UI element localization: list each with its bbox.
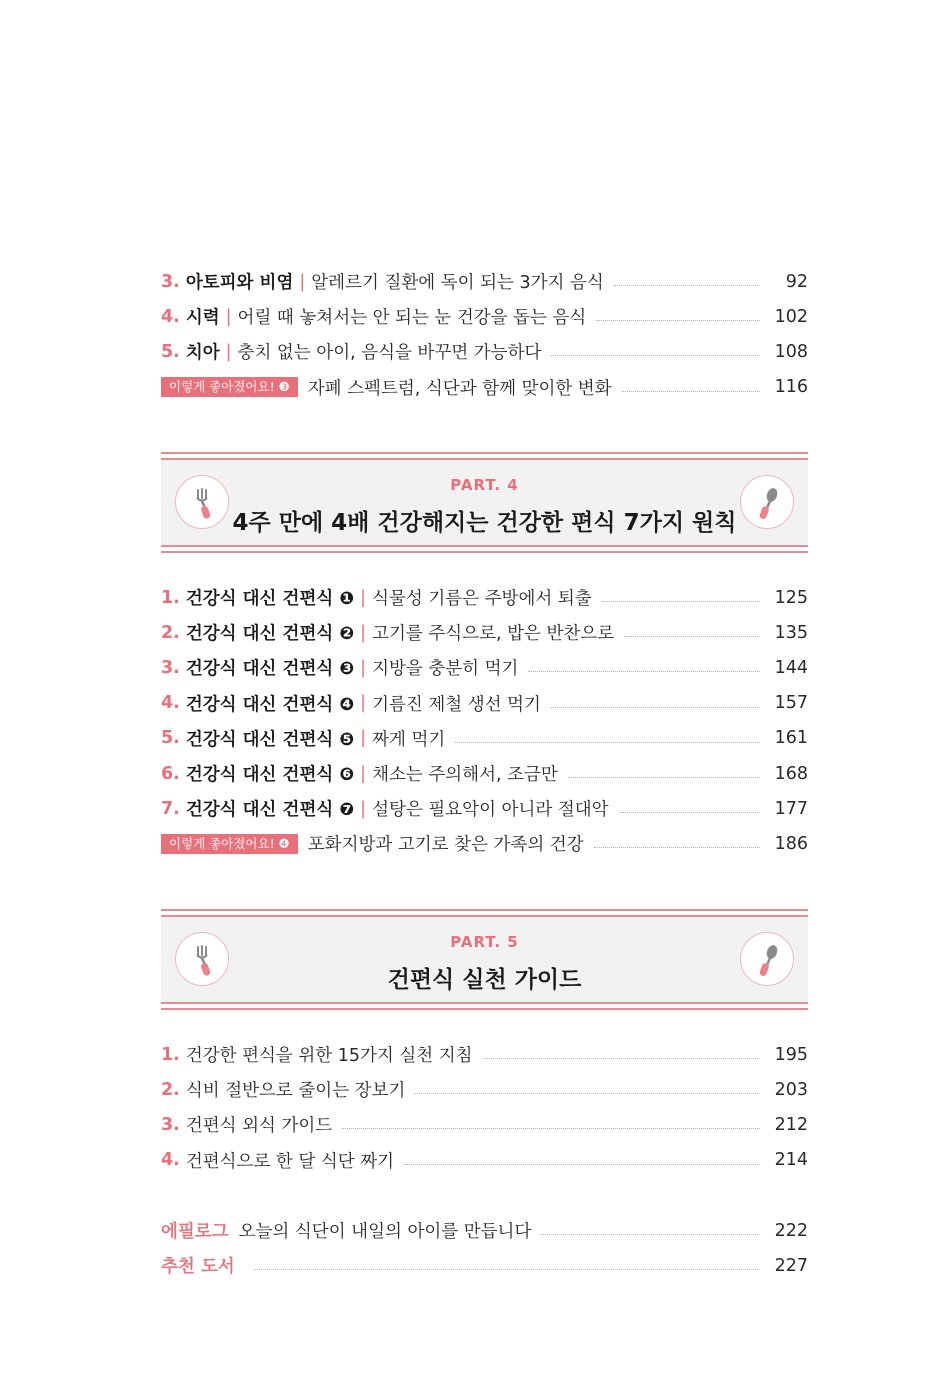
toc-entry-case-study[interactable]	[161, 370, 808, 405]
entry-number: 3.	[161, 657, 180, 678]
entry-subtitle: 기름진 제철 생선 먹기	[372, 694, 541, 715]
entry-subtitle: 어릴 때 놓쳐서는 안 되는 눈 건강을 돕는 음식	[237, 308, 587, 329]
entry-page: 227	[774, 1255, 808, 1276]
toc-entry[interactable]	[161, 1107, 808, 1142]
entry-page: 157	[774, 693, 808, 714]
toc-entry[interactable]	[161, 334, 808, 369]
part-header	[161, 909, 808, 1010]
entry-subtitle: 자폐 스펙트럼, 식단과 함께 맞이한 변화	[307, 378, 612, 399]
entry-subtitle: 포화지방과 고기로 찾은 가족의 건강	[307, 835, 584, 856]
entry-separator: |	[360, 693, 367, 714]
entry-number: 2.	[161, 1079, 180, 1100]
entry-page: 92	[785, 271, 808, 292]
entry-number: 3.	[161, 271, 180, 292]
entry-title: 건강식 대신 건편식 ❸	[185, 659, 355, 680]
entry-number: 5.	[161, 728, 180, 749]
toc-entry[interactable]	[161, 1037, 808, 1072]
entry-page: 203	[774, 1079, 808, 1100]
dot-leader	[551, 707, 760, 708]
entry-subtitle: 식물성 기름은 주방에서 퇴출	[372, 589, 592, 610]
entry-separator: |	[360, 657, 367, 678]
toc-entry[interactable]	[161, 791, 808, 826]
divider	[161, 545, 808, 553]
toc-entry[interactable]	[161, 1072, 808, 1107]
entry-subtitle: 설탕은 필요악이 아니라 절대악	[372, 800, 609, 821]
part-label: PART. 5	[450, 933, 519, 951]
entry-separator: |	[360, 728, 367, 749]
toc-entry[interactable]	[161, 299, 808, 334]
entry-title: 아토피와 비염	[185, 273, 294, 294]
entry-title: 치아	[185, 343, 220, 364]
entry-subtitle: 충치 없는 아이, 음식을 바꾸면 가능하다	[237, 343, 542, 364]
divider	[161, 1002, 808, 1010]
entry-title: 건강식 대신 건편식 ❶	[185, 589, 355, 610]
part-title: 건편식 실천 가이드	[387, 967, 582, 993]
toc-entry-references[interactable]	[161, 1248, 808, 1283]
dot-leader	[528, 671, 760, 672]
entry-number: 4.	[161, 693, 180, 714]
dot-leader	[483, 1058, 760, 1059]
entry-number: 2.	[161, 622, 180, 643]
part-label: PART. 4	[450, 476, 519, 494]
dot-leader	[622, 391, 760, 392]
dot-leader	[624, 636, 760, 637]
toc-entry-epilogue[interactable]	[161, 1213, 808, 1248]
entry-separator: |	[360, 622, 367, 643]
dot-leader	[551, 355, 760, 356]
entry-subtitle: 짜게 먹기	[372, 729, 446, 750]
entry-title: 건강식 대신 건편식 ❻	[185, 765, 355, 786]
entry-subtitle: 고기를 주식으로, 밥은 반찬으로	[372, 624, 615, 645]
divider	[161, 909, 808, 917]
toc-entry[interactable]	[161, 686, 808, 721]
dot-leader	[596, 320, 760, 321]
toc-entry[interactable]	[161, 756, 808, 791]
dot-leader	[255, 1269, 760, 1270]
entry-subtitle: 식비 절반으로 줄이는 장보기	[185, 1081, 406, 1102]
entry-page: 177	[774, 798, 808, 819]
entry-separator: |	[225, 341, 232, 362]
entry-title: 건강식 대신 건편식 ❺	[185, 729, 355, 750]
entry-page: 116	[774, 377, 808, 398]
toc-entry[interactable]	[161, 650, 808, 685]
toc-entry[interactable]	[161, 264, 808, 299]
entry-number: 4.	[161, 306, 180, 327]
divider	[161, 452, 808, 460]
toc-section-end	[161, 1213, 808, 1283]
entry-title: 건강식 대신 건편식 ❹	[185, 694, 355, 715]
entry-title: 시력	[185, 308, 220, 329]
entry-page: 125	[774, 587, 808, 608]
entry-number: 7.	[161, 798, 180, 819]
entry-page: 144	[774, 657, 808, 678]
part-title: 4주 만에 4배 건강해지는 건강한 편식 7가지 원칙	[232, 510, 737, 536]
entry-separator: |	[360, 798, 367, 819]
dot-leader	[342, 1128, 760, 1129]
entry-subtitle: 건강한 편식을 위한 15가지 실천 지침	[185, 1046, 473, 1067]
entry-subtitle: 건편식 외식 가이드	[185, 1116, 333, 1137]
entry-page: 102	[774, 306, 808, 327]
entry-number: 3.	[161, 1114, 180, 1135]
toc-section-part5	[161, 1037, 808, 1178]
entry-page: 212	[774, 1114, 808, 1135]
entry-page: 195	[774, 1044, 808, 1065]
entry-separator: |	[360, 587, 367, 608]
dot-leader	[614, 285, 760, 286]
entry-subtitle: 채소는 주의해서, 조금만	[372, 765, 558, 786]
entry-number: 1.	[161, 587, 180, 608]
entry-subtitle: 지방을 충분히 먹기	[372, 659, 519, 680]
case-study-badge: 이렇게 좋아졌어요! ❹	[161, 834, 298, 854]
case-study-badge: 이렇게 좋아졌어요! ❸	[161, 377, 298, 397]
part-header	[161, 452, 808, 553]
dot-leader	[541, 1234, 760, 1235]
entry-page: 214	[774, 1150, 808, 1171]
entry-page: 186	[774, 833, 808, 854]
epilogue-label: 에필로그	[161, 1222, 229, 1243]
entry-number: 4.	[161, 1150, 180, 1171]
entry-separator: |	[299, 271, 306, 292]
toc-entry[interactable]	[161, 1143, 808, 1178]
entry-separator: |	[360, 763, 367, 784]
entry-page: 222	[774, 1220, 808, 1241]
toc-entry[interactable]	[161, 580, 808, 615]
dot-leader	[594, 847, 760, 848]
toc-section-top	[161, 264, 808, 405]
dot-leader	[619, 812, 760, 813]
entry-page: 161	[774, 728, 808, 749]
dot-leader	[602, 601, 760, 602]
dot-leader	[415, 1093, 760, 1094]
references-label: 추천 도서	[161, 1257, 235, 1278]
entry-page: 135	[774, 622, 808, 643]
entry-number: 5.	[161, 341, 180, 362]
toc-entry-case-study[interactable]	[161, 826, 808, 861]
entry-subtitle: 건편식으로 한 달 식단 짜기	[185, 1151, 395, 1172]
dot-leader	[568, 777, 760, 778]
dot-leader	[404, 1164, 760, 1165]
toc-entry[interactable]	[161, 721, 808, 756]
entry-subtitle: 오늘의 식단이 내일의 아이를 만듭니다	[238, 1222, 532, 1243]
entry-page: 108	[774, 341, 808, 362]
toc-section-part4	[161, 580, 808, 862]
entry-number: 6.	[161, 763, 180, 784]
entry-separator: |	[225, 306, 232, 327]
entry-title: 건강식 대신 건편식 ❷	[185, 624, 355, 645]
entry-number: 1.	[161, 1044, 180, 1065]
entry-subtitle: 알레르기 질환에 독이 되는 3가지 음식	[311, 273, 604, 294]
entry-title: 건강식 대신 건편식 ❼	[185, 800, 355, 821]
toc-entry[interactable]	[161, 615, 808, 650]
entry-page: 168	[774, 763, 808, 784]
dot-leader	[455, 742, 760, 743]
